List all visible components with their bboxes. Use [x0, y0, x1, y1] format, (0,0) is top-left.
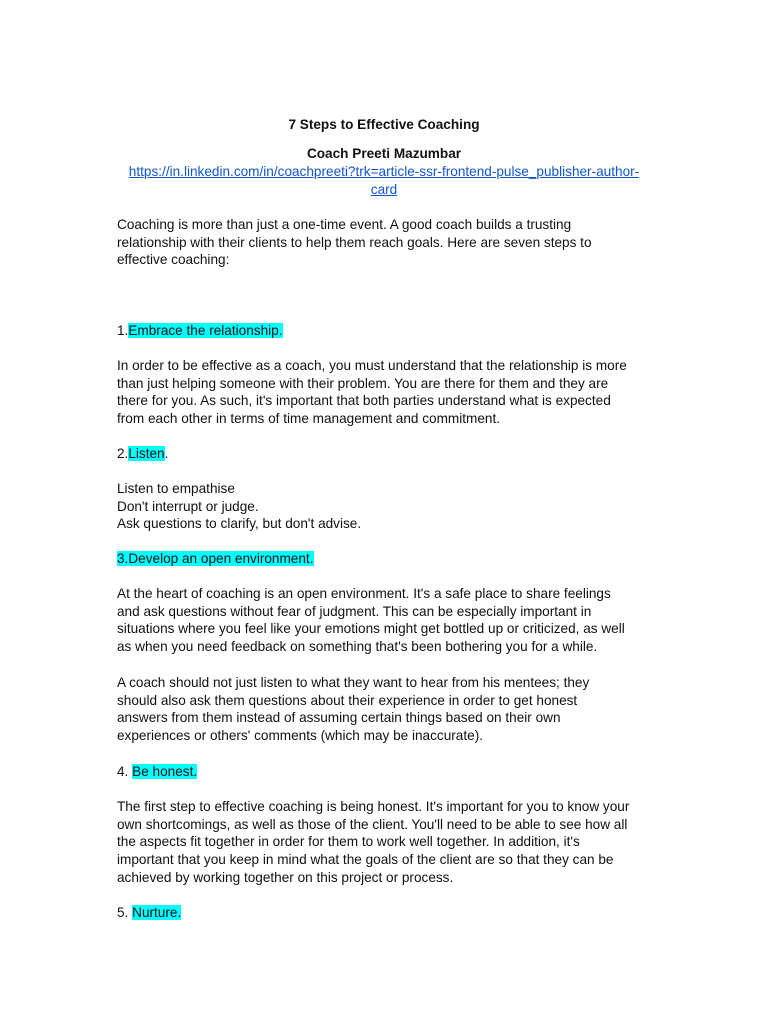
step-number: 4.: [117, 764, 133, 779]
step1-paragraph: [117, 357, 677, 428]
text-line: the aspects fit together in order for them to work well together. In addition, it's: [117, 834, 580, 850]
text-line: should also ask them questions about their experience in order to get honest: [117, 692, 578, 708]
step3-paragraph-2: [117, 674, 677, 745]
step3-heading: [117, 550, 677, 568]
text-line: than just helping someone with their problem. You are there for them and they are: [117, 375, 609, 391]
step-number: 1.: [117, 323, 129, 338]
text-line: own shortcomings, as well as those of the client. You'll need to be able to see how all: [117, 816, 628, 832]
text-line: Don't interrupt or judge.: [117, 498, 259, 514]
text-line: and ask questions without fear of judgment. This can be especially important in: [117, 603, 592, 619]
step-number: 5.: [117, 905, 133, 920]
text-line: answers from them instead of assuming certain things based on their own: [117, 710, 561, 726]
text-line: effective coaching:: [117, 252, 230, 268]
text-line: In order to be effective as a coach, you must understand that the relationship is more: [117, 358, 627, 373]
step-label: Listen: [128, 446, 165, 461]
document-title: 7 Steps to Effective Coaching: [288, 117, 480, 132]
text-line: situations where you feel like your emotions might get bottled up or criticized, as well: [117, 621, 625, 637]
text-line: At the heart of coaching is an open environment. It's a safe place to share feelings: [117, 586, 611, 601]
step2-list: [117, 480, 677, 533]
step-label: Embrace the relationship.: [128, 323, 283, 338]
text-line: experiences or others' comments (which may be inaccurate).: [117, 728, 484, 744]
step1-heading: [117, 322, 677, 340]
step4-paragraph: [117, 798, 677, 887]
step4-heading: [117, 763, 677, 781]
text-line: achieved by working together on this project or process.: [117, 869, 454, 885]
author-link[interactable]: [110, 163, 658, 198]
step2-heading: [117, 445, 677, 463]
text-line: Coaching is more than just a one-time event. A good coach builds a trusting: [117, 217, 572, 232]
step-label: Be honest.: [132, 764, 198, 779]
text-line: A coach should not just listen to what they want to hear from his mentees; they: [117, 675, 590, 690]
author-name: Coach Preeti Mazumbar: [306, 146, 462, 161]
text-line: relationship with their clients to help them reach goals. Here are seven steps to: [117, 234, 592, 250]
step-label: 3.Develop an open environment.: [117, 551, 314, 566]
text-line: as when you need feedback on something that's been bothering you for a while.: [117, 639, 598, 655]
step-number: 2.: [117, 446, 129, 461]
text-line: important that you keep in mind what the goals of the client are so that they can be: [117, 852, 614, 868]
text-line: The first step to effective coaching is being honest. It's important for you to know your: [117, 799, 630, 814]
author-link-line[interactable]: card: [370, 181, 398, 197]
step5-heading: [117, 904, 677, 922]
author-link-line[interactable]: https://in.linkedin.com/in/coachpreeti?trk=article-ssr-frontend-pulse_publisher-author-: [128, 164, 640, 179]
step-suffix: .: [164, 446, 169, 461]
text-line: from each other in terms of time management and commitment.: [117, 411, 501, 427]
intro-paragraph: [117, 216, 677, 269]
step-label: Nurture.: [132, 905, 182, 920]
text-line: there for you. As such, it's important that both parties understand what is expected: [117, 393, 611, 409]
step3-paragraph-1: [117, 585, 677, 656]
text-line: Ask questions to clarify, but don't advise.: [117, 516, 362, 532]
text-line: Listen to empathise: [117, 481, 235, 496]
